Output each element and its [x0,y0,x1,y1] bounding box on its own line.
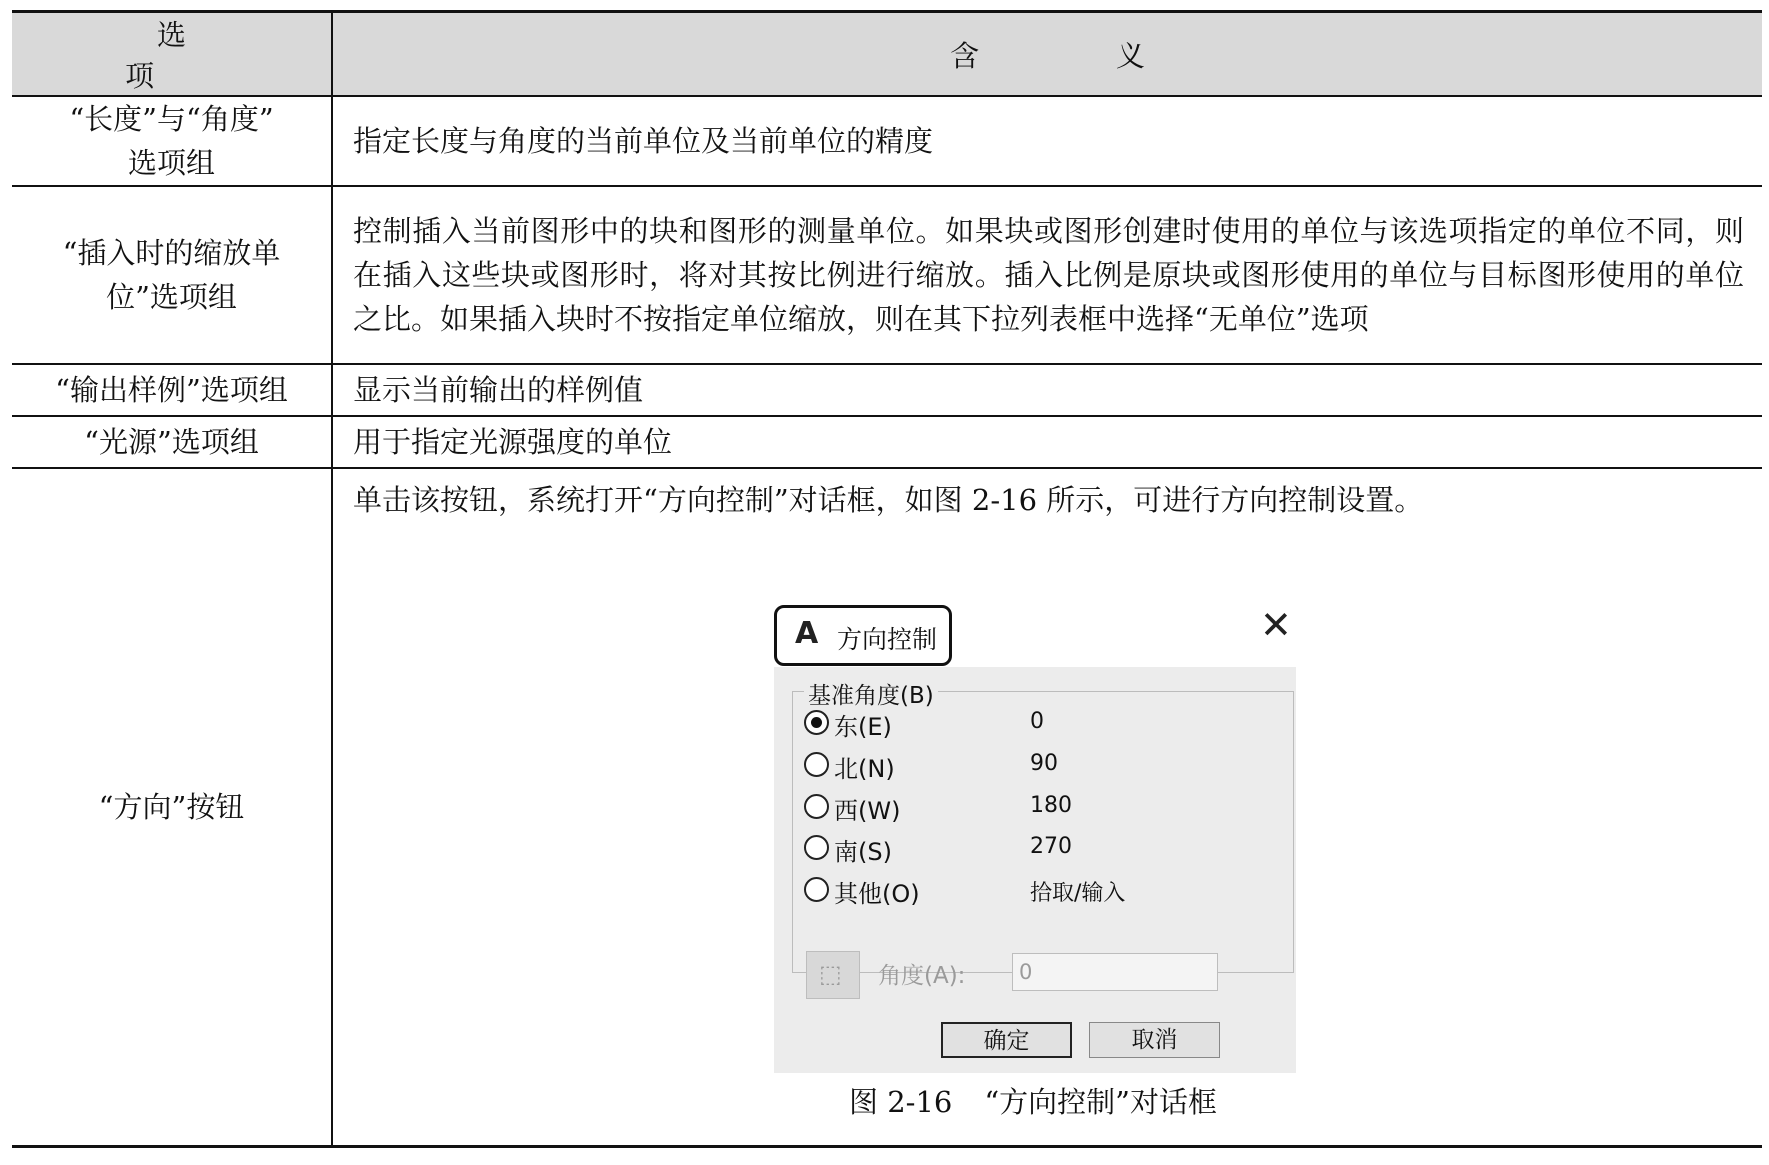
meaning-cell [332,364,1762,416]
dialog-body [774,667,1296,1073]
angle-value: 0 [1030,709,1044,734]
table-row [12,364,1762,416]
cancel-button[interactable]: 取消 [1089,1022,1220,1058]
radio-selected-dot [811,717,822,728]
table-row [12,416,1762,468]
meaning-cell [332,186,1762,364]
angle-input[interactable]: 0 [1012,953,1218,991]
option-cell [12,96,332,186]
dialog-title: 方向控制 [837,625,938,654]
option-text: “长度”与“角度” [69,102,274,136]
figure-caption-text: “方向控制”对话框 [984,1085,1218,1119]
table-row [12,96,1762,186]
pick-angle-button[interactable] [806,951,860,999]
angle-label: 角度(A): [878,963,966,989]
close-icon[interactable]: ✕ [1260,603,1292,647]
autocad-a-icon: A [795,616,819,651]
header-meaning: 含 义 [332,12,1762,97]
figure-number: 图 2-16 [848,1085,953,1119]
radio-button[interactable] [804,877,829,902]
direction-control-dialog [774,597,1296,1073]
radio-button[interactable] [804,835,829,860]
header-option: 选 项 [12,12,332,97]
radio-button[interactable] [804,794,829,819]
dialog-title-bar [774,605,952,666]
option-text: 位”选项组 [106,280,237,314]
meaning-cell [332,468,1762,1147]
radio-label: 西(W) [834,797,901,825]
radio-label: 其他(O) [834,880,920,908]
figure [333,525,1733,1145]
angle-value: 90 [1030,751,1058,776]
meaning-text: 单击该按钮，系统打开“方向控制”对话框，如图 2-16 所示，可进行方向控制设置。 [353,483,1424,517]
meaning-text: 控制插入当前图形中的块和图形的测量单位。如果块或图形创建时使用的单位与该选项指定的单位不同，则在插入这些块或图形时，将对其按比例进行缩放。插入比例是原块或图形使用的单位与目标图形使用的单位之比。如果插入块时不按指定单位缩放，则在其下拉列表框中选择“无单位”选项 [353,214,1744,336]
meaning-cell [332,96,1762,186]
meaning-text: 用于指定光源强度的单位 [353,425,673,459]
option-text: 选项组 [127,146,215,180]
option-text: “插入时的缩放单 [62,236,281,270]
options-table [12,10,1762,1148]
table-row [12,186,1762,364]
radio-button[interactable] [804,752,829,777]
table-header-row [12,12,1762,97]
radio-label: 东(E) [834,713,892,741]
figure-caption [333,1080,1733,1121]
option-cell [12,186,332,364]
option-cell: “输出样例”选项组 [12,364,332,416]
radio-label: 南(S) [834,838,892,866]
angle-value: 180 [1030,793,1072,818]
option-cell: “方向”按钮 [12,468,332,1147]
group-label: 基准角度(B) [804,677,938,710]
radio-label: 北(N) [834,755,895,783]
angle-value: 270 [1030,834,1072,859]
angle-value: 拾取/输入 [1030,881,1126,906]
meaning-cell [332,416,1762,468]
ok-button[interactable]: 确定 [941,1022,1072,1058]
radio-button[interactable] [804,710,829,735]
table-row [12,468,1762,1147]
meaning-text: 显示当前输出的样例值 [353,373,644,407]
option-cell: “光源”选项组 [12,416,332,468]
meaning-text: 指定长度与角度的当前单位及当前单位的精度 [353,124,934,158]
pick-point-icon: ⬚ [819,960,842,988]
